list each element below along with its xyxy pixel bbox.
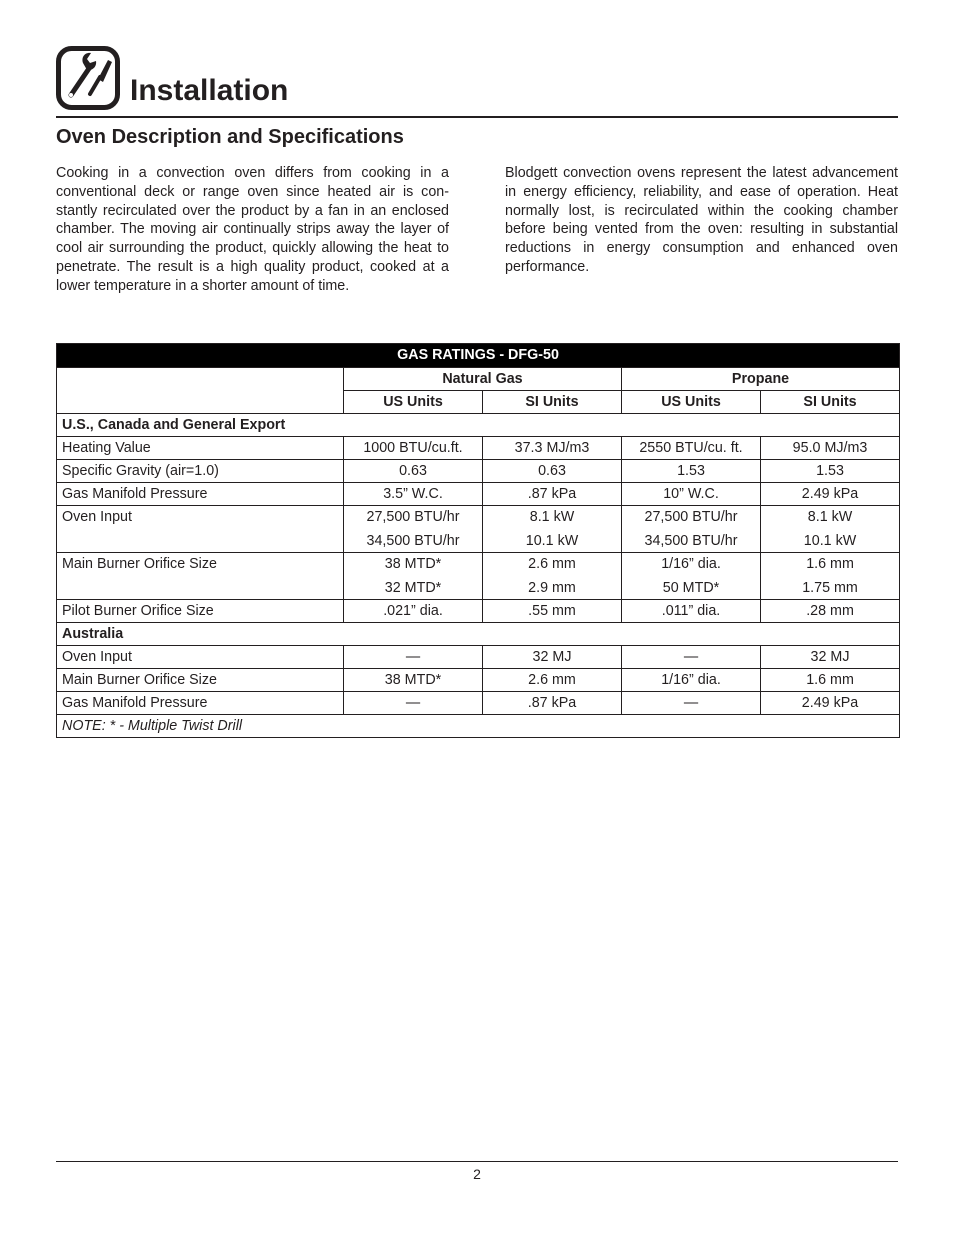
- cell-value: 3.5” W.C.: [383, 486, 443, 502]
- cell-value: 1.6 mm: [806, 672, 854, 688]
- cell-value: 1.53: [816, 463, 844, 479]
- table-cell: [483, 483, 622, 506]
- cell-value: 27,500 BTU/hr: [644, 509, 738, 525]
- table-cell: [483, 692, 622, 715]
- row-label: Heating Value: [57, 437, 344, 460]
- table-cell: [622, 437, 761, 460]
- row-label: Oven Input: [57, 506, 344, 553]
- table-cell: [344, 437, 483, 460]
- table-cell: [483, 437, 622, 460]
- section-heading: Oven Description and Specifications: [56, 126, 404, 148]
- cell-value: 1/16” dia.: [661, 672, 721, 688]
- table-cell: [344, 483, 483, 506]
- cell-value: 34,500 BTU/hr: [366, 533, 460, 549]
- table-cell: [483, 600, 622, 623]
- table-body: [57, 414, 900, 715]
- cell-value: 2.49 kPa: [801, 486, 859, 502]
- table-row: [57, 506, 900, 553]
- units-header: US Units: [622, 391, 761, 414]
- section-label: U.S., Canada and General Export: [57, 414, 900, 437]
- page-title: Installation: [130, 74, 289, 107]
- cell-value: 10.1 kW: [803, 533, 857, 549]
- cell-value: 1/16” dia.: [661, 556, 721, 572]
- title-divider: [56, 116, 898, 118]
- table-cell: [344, 669, 483, 692]
- cell-value: .87 kPa: [527, 486, 577, 502]
- row-label: Main Burner Orifice Size: [57, 553, 344, 600]
- cell-value: .021” dia.: [383, 603, 443, 619]
- cell-value: 1.6 mm: [806, 556, 854, 572]
- cell-value: 27,500 BTU/hr: [366, 509, 460, 525]
- cell-value: 2.6 mm: [528, 556, 576, 572]
- table-cell: [622, 646, 761, 669]
- table-cell: [622, 506, 761, 553]
- group-header-propane: Propane: [622, 368, 900, 391]
- table-row: [57, 692, 900, 715]
- blank-header-cell: [57, 368, 344, 414]
- row-label: Gas Manifold Pressure: [57, 692, 344, 715]
- row-label: Oven Input: [57, 646, 344, 669]
- cell-value: 0.63: [538, 463, 566, 479]
- cell-value: 32 MJ: [532, 649, 572, 665]
- units-header: US Units: [344, 391, 483, 414]
- table-row: [57, 669, 900, 692]
- cell-value: 8.1 kW: [529, 509, 575, 525]
- cell-value: .55 mm: [528, 603, 576, 619]
- cell-value: —: [683, 649, 699, 665]
- row-label: Main Burner Orifice Size: [57, 669, 344, 692]
- table-cell: [761, 506, 900, 553]
- table-row: [57, 483, 900, 506]
- cell-value: 0.63: [399, 463, 427, 479]
- cell-value: —: [405, 695, 421, 711]
- table-cell: [344, 600, 483, 623]
- intro-paragraph-left: Cooking in a convection oven differs from cooking in a conventional deck or range oven since heated air is constantly recirculated over the product by a fan in an enclosed chamber. The moving air continually strips away the layer of cool air surrounding the product, quickly allowing the heat to penetrate. The result is a high quality product, cooked at a lower temperature in a shorter amount of time.: [56, 165, 449, 294]
- table-row: [57, 460, 900, 483]
- table-cell: [622, 460, 761, 483]
- cell-value: 32 MTD*: [384, 580, 442, 596]
- footer-divider: [56, 1161, 898, 1162]
- table-cell: [761, 483, 900, 506]
- row-label: Gas Manifold Pressure: [57, 483, 344, 506]
- table-cell: [761, 600, 900, 623]
- table-cell: [761, 460, 900, 483]
- cell-value: 50 MTD*: [662, 580, 720, 596]
- table-row: [57, 553, 900, 600]
- table-title: GAS RATINGS - DFG-50: [57, 344, 900, 368]
- table-cell: [622, 553, 761, 600]
- cell-value: 10.1 kW: [525, 533, 579, 549]
- table-cell: [761, 692, 900, 715]
- intro-paragraph-right: Blodgett convection ovens represent the latest advancement in energy efficiency, reliability, and ease of operation. Heat normally lost, is recirculated within the cooking chamber before being vented from the oven: resulting in substantial reductions in energy consumption and enhanced oven performance.: [505, 165, 898, 275]
- table-row: [57, 437, 900, 460]
- table-cell: [761, 437, 900, 460]
- cell-value: 37.3 MJ/m3: [514, 440, 590, 456]
- cell-value: 38 MTD*: [384, 556, 442, 572]
- table-cell: [344, 553, 483, 600]
- table-cell: [483, 460, 622, 483]
- table-cell: [344, 692, 483, 715]
- table-cell: [622, 692, 761, 715]
- cell-value: 8.1 kW: [807, 509, 853, 525]
- cell-value: 2.6 mm: [528, 672, 576, 688]
- table-cell: [761, 669, 900, 692]
- cell-value: —: [683, 695, 699, 711]
- table-cell: [761, 646, 900, 669]
- table-cell: [344, 646, 483, 669]
- cell-value: 10” W.C.: [663, 486, 719, 502]
- group-header-natural-gas: Natural Gas: [344, 368, 622, 391]
- row-label: Specific Gravity (air=1.0): [57, 460, 344, 483]
- table-row: [57, 646, 900, 669]
- table-cell: [344, 460, 483, 483]
- table-cell: [483, 506, 622, 553]
- wrench-screwdriver-icon: [56, 46, 120, 110]
- page-number: 2: [473, 1166, 481, 1182]
- cell-value: 1.53: [677, 463, 705, 479]
- gas-ratings-table: [56, 343, 900, 738]
- cell-value: 1.75 mm: [802, 580, 858, 596]
- cell-value: .28 mm: [806, 603, 854, 619]
- units-header: SI Units: [761, 391, 900, 414]
- table-section-row: [57, 623, 900, 646]
- table-cell: [761, 553, 900, 600]
- cell-value: 38 MTD*: [384, 672, 442, 688]
- table-cell: [622, 483, 761, 506]
- cell-value: .011” dia.: [661, 603, 721, 619]
- table-note: NOTE: * - Multiple Twist Drill: [57, 715, 900, 738]
- cell-value: 2.9 mm: [528, 580, 576, 596]
- table-cell: [483, 553, 622, 600]
- cell-value: —: [405, 649, 421, 665]
- cell-value: 2.49 kPa: [801, 695, 859, 711]
- cell-value: 32 MJ: [810, 649, 850, 665]
- table-cell: [622, 600, 761, 623]
- section-label: Australia: [57, 623, 900, 646]
- table-row: [57, 600, 900, 623]
- table-cell: [483, 646, 622, 669]
- cell-value: 2550 BTU/cu. ft.: [639, 440, 743, 456]
- cell-value: .87 kPa: [527, 695, 577, 711]
- cell-value: 34,500 BTU/hr: [644, 533, 738, 549]
- cell-value: 1000 BTU/cu.ft.: [363, 440, 463, 456]
- table-cell: [344, 506, 483, 553]
- units-header: SI Units: [483, 391, 622, 414]
- table-cell: [622, 669, 761, 692]
- cell-value: 95.0 MJ/m3: [792, 440, 868, 456]
- table-cell: [483, 669, 622, 692]
- row-label: Pilot Burner Orifice Size: [57, 600, 344, 623]
- table-section-row: [57, 414, 900, 437]
